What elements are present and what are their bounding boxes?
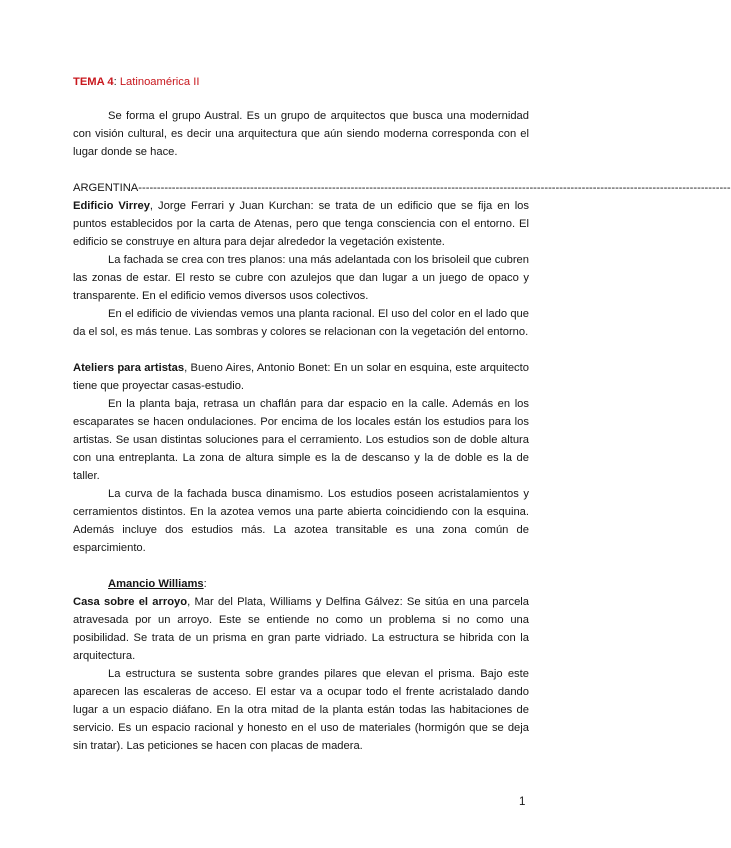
- casa-text: , Mar del Plata, Williams y Delfina Gálvez: Se sitúa en una parcela atravesada por un arroyo. Este se entiende no como un problema si no como una posibilidad. Se trata de un prisma en gran parte vidriado. La estructura se hibrida con la arquitectura.: [73, 596, 530, 662]
- spacer: [73, 341, 529, 359]
- virrey-paragraph: [73, 197, 529, 251]
- section-heading-williams: [73, 575, 529, 593]
- ateliers-paragraph-3: La curva de la fachada busca dinamismo. Los estudios poseen acristalamientos y cerramientos distintos. En la azotea vemos una parte abierta coincidiendo con la esquina. Además incluye dos estudios más. La azotea transitable es una zona común de esparcimiento.: [73, 488, 529, 554]
- topic-colon: :: [113, 76, 117, 88]
- topic-heading: [73, 73, 529, 91]
- document-page: [73, 73, 731, 755]
- page-number: 1: [519, 796, 526, 808]
- spacer: [73, 557, 529, 575]
- casa-paragraph-2: La estructura se sustenta sobre grandes pilares que elevan el prisma. Bajo este aparecen las escaleras de acceso. El estar va a ocupar todo el frente acristalado dando lugar a un espacio diáfano. En la otra mitad de la planta están todas las habitaciones de servicio. Es un espacio racional y honesto en el uso de materiales (hormigón que se deja sin tratar). Las peticiones se hacen con placas de madera.: [73, 668, 529, 752]
- spacer: [73, 161, 529, 179]
- ateliers-title: Ateliers para artistas: [73, 362, 185, 374]
- williams-heading: Amancio Williams: [108, 578, 204, 590]
- casa-title: Casa sobre el arroyo: [73, 596, 188, 608]
- ateliers-text: , Bueno Aires, Antonio Bonet: En un solar en esquina, este arquitecto tiene que proyectar casas-estudio.: [73, 362, 529, 392]
- virrey-text: , Jorge Ferrari y Juan Kurchan: se trata de un edificio que se fija en los puntos establecidos por la carta de Atenas, pero que tenga consciencia con el entorno. El edificio se construye en altura para dejar alrededor la vegetación existente.: [73, 200, 529, 248]
- casa-paragraph: [73, 593, 529, 665]
- williams-heading-colon: :: [203, 578, 207, 590]
- topic-title: Latinoamérica II: [116, 76, 200, 88]
- intro-paragraph: Se forma el grupo Austral. Es un grupo de arquitectos que busca una modernidad con visión cultural, es decir una arquitectura que aún siendo moderna corresponda con el lugar donde se hace.: [73, 110, 529, 158]
- section-heading-argentina: ARGENTINA---------------------------------------------------------------------------------------------------------------------------------------------------------------: [73, 182, 731, 194]
- ateliers-paragraph: [73, 359, 529, 395]
- virrey-title: Edificio Virrey: [73, 200, 150, 212]
- ateliers-paragraph-2: En la planta baja, retrasa un chaflán para dar espacio en la calle. Además en los escaparates se hacen ondulaciones. Por encima de los locales están los estudios para los artistas. Se usan distintas soluciones para el cerramiento. Los estudios son de doble altura con una entreplanta. La zona de altura simple es la de descanso y la de doble es la de taller.: [73, 398, 529, 482]
- virrey-paragraph-2: La fachada se crea con tres planos: una más adelantada con los brisoleil que cubren las zonas de estar. El resto se cubre con azulejos que dan lugar a un juego de opaco y transparente. En el edificio vemos diversos usos colectivos.: [73, 254, 529, 302]
- virrey-paragraph-3: En el edificio de viviendas vemos una planta racional. El uso del color en el lado que da el sol, es más tenue. Las sombras y colores se relacionan con la vegetación del entorno.: [73, 308, 529, 338]
- topic-label: TEMA 4: [73, 76, 114, 88]
